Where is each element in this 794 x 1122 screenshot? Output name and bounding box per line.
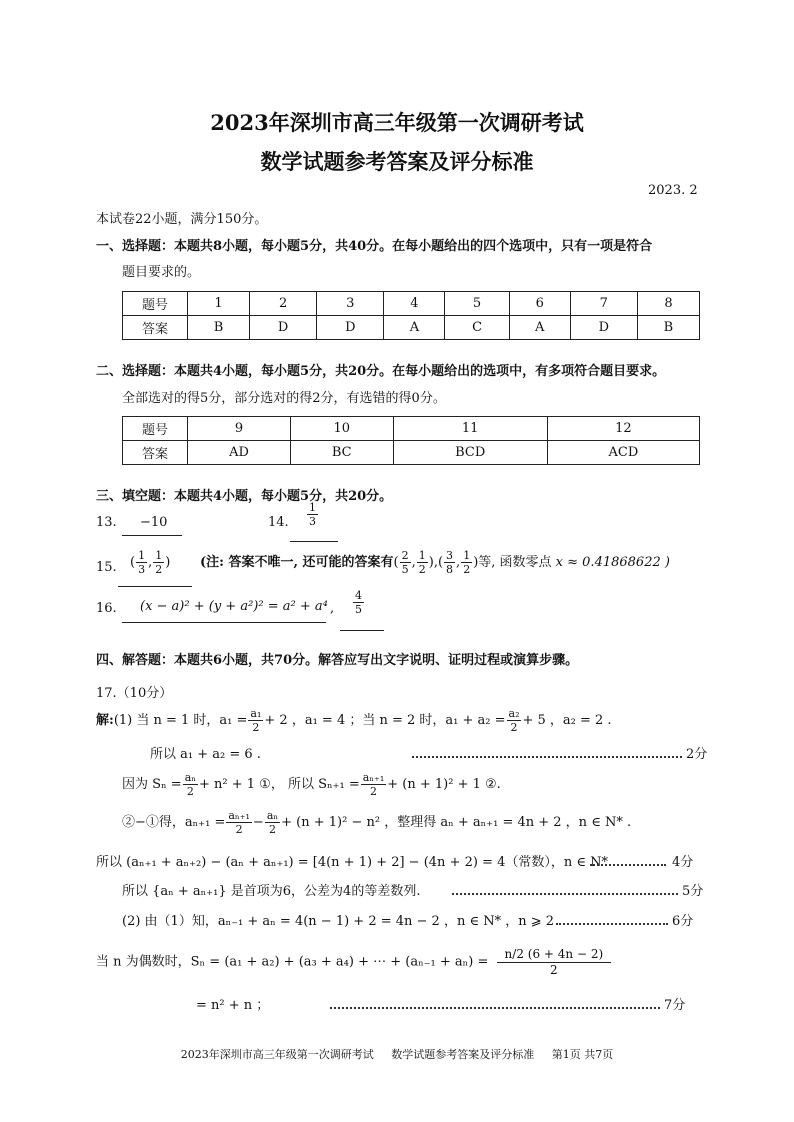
fraction-denominator: 5 [355,603,362,616]
math-text: 当 n 为偶数时，Sₙ = (a₁ + a₂) + (a₃ + a₄) + ⋯ + (aₙ₋₁ + aₙ) = [96,954,489,970]
fraction-numerator: 1 [463,549,471,562]
table-row [123,316,700,340]
fraction-denominator: 2 [550,963,558,977]
note-zero: x ≈ 0.41868622 ) [555,555,670,570]
q15-label: 15. [96,560,117,575]
table-cell: 9 [188,417,291,441]
solution-line8 [96,948,612,976]
fraction-denominator: 2 [370,785,377,798]
fraction-denominator: 2 [252,721,260,734]
math-text: + n² + 1 ①， 所以 Sₙ₊₁ = [199,777,360,792]
table-cell: 7 [570,292,637,316]
table-cell: 3 [317,292,384,316]
answer-underline [118,586,192,587]
q16-answer: (x − a)² + (y + a²)² = a² + a⁴ [140,599,328,614]
table-row [123,417,700,441]
footer-page: 第1页 共7页 [551,1048,614,1061]
solution-line1 [96,708,612,733]
math-text: + (n + 1)² + 1 ②. [387,777,501,792]
fraction-numerator: 4 [355,589,362,602]
table-cell: B [188,316,250,340]
table-cell: 12 [547,417,699,441]
footer-mid: 数学试题参考答案及评分标准 [391,1048,535,1061]
fraction-denominator: 2 [268,823,276,836]
math-text: + 2 ，a₁ = 4 ；当 n = 2 时，a₁ + a₂ = [264,713,506,728]
score-7: 7分 [664,998,686,1013]
table-cell: D [317,316,384,340]
q13-answer: −10 [140,515,168,530]
table-cell: A [509,316,570,340]
fraction-denominator: 2 [155,563,163,576]
section1-answer-table [122,291,700,340]
fraction-numerator: n/2 (6 + 4n − 2) [497,948,612,963]
table-cell: 6 [509,292,570,316]
intro-text: 本试卷22小题，满分150分。 [96,212,268,227]
table-cell: 1 [188,292,250,316]
table-cell: BC [290,441,393,465]
fraction-denominator: 5 [401,563,409,576]
q16-comma: , [330,601,335,616]
fraction-denominator: 2 [186,785,194,798]
math-text: 因为 Sₙ = [122,777,182,792]
math-text: − [252,815,264,830]
section1-line1: 一、选择题：本题共8小题，每小题5分，共40分。在每小题给出的四个选项中，只有一项是符合 [96,239,653,254]
q17-label: 17.（10分） [96,686,173,701]
table-cell: 答案 [123,441,188,465]
fraction-denominator: 2 [463,563,471,576]
fraction-denominator: 2 [418,563,426,576]
table-row [123,441,700,465]
table-row [123,292,700,316]
table-cell: B [637,316,699,340]
fraction-denominator: 2 [510,721,518,734]
solution-line5: 所以 (aₙ₊₁ + aₙ₊₂) − (aₙ + aₙ₊₁) = [4(n + 1) + 2] − (4n + 2) = 4（常数），n ∈ N* . [96,855,617,870]
solution-line6: 所以 {aₙ + aₙ₊₁} 是首项为6，公差为4的等差数列. [122,884,421,899]
score-5: 5分 [682,884,704,899]
doc-subtitle: 数学试题参考答案及评分标准 [260,149,534,174]
score-2: 2分 [686,747,708,762]
score-leader [452,893,678,895]
doc-title: 2023年深圳市高三年级第一次调研考试 [210,110,584,135]
solution-label: 解: [96,713,114,728]
table-cell: D [250,316,317,340]
math-text: (1) 当 n = 1 时，a₁ = [113,713,248,728]
score-leader [590,864,666,866]
fraction-numerator: 1 [309,501,316,514]
q15-note: (注: 答案不唯一, 还可能的答案有( $\frac{2}{5}$ , $\frac{1}{2}$ ),( $\frac{3}{8}$ , $\frac{1}{2}$ )等, 函数零点 x ≈ 0.41868622 ) [200,549,670,576]
solution-line9: = n² + n ； [196,998,270,1013]
q15-answer: ( $\frac{1}{3}$ , $\frac{1}{2}$ ) [130,549,171,576]
math-text: + (n + 1)² − n² ，整理得 aₙ + aₙ₊₁ = 4n + 2 ，n ∈ N* . [281,815,632,830]
q14-label: 14. [268,515,289,530]
section3-heading: 三、填空题：本题共4小题，每小题5分，共20分。 [96,489,393,504]
section1-line2: 题目要求的。 [122,265,201,280]
fraction-numerator: 1 [155,549,163,562]
table-cell: 11 [393,417,547,441]
fraction-numerator: a₂ [508,707,520,720]
table-cell: 8 [637,292,699,316]
fraction-numerator: aₙ [184,771,197,784]
table-cell: A [384,316,445,340]
math-text: ②−①得，aₙ₊₁ = [122,815,226,830]
score-4: 4分 [672,855,694,870]
section1-heading [96,235,652,254]
table-cell: AD [188,441,291,465]
page-footer [0,1046,794,1062]
table-cell: 5 [445,292,509,316]
doc-date: 2023. 2 [648,183,698,198]
note-text: 等, 函数零点 [478,555,552,570]
answer-underline [290,541,338,542]
q16-label: 16. [96,601,117,616]
fraction-denominator: 3 [138,563,146,576]
section2-line1: 二、选择题：本题共4小题，每小题5分，共20分。在每小题给出的选项中，有多项符合题目要求。 [96,364,666,379]
fraction-numerator: aₙ₊₁ [228,809,250,822]
fraction-numerator: a₁ [250,707,262,720]
table-cell: 题号 [123,417,188,441]
fraction-denominator: 8 [446,563,454,576]
solution-line4 [122,810,631,835]
footer-left: 2023年深圳市高三年级第一次调研考试 [180,1048,374,1061]
solution-line7: (2) 由（1）知，aₙ₋₁ + aₙ = 4(n − 1) + 2 = 4n − 2 ，n ∈ N* ，n ⩾ 2 . [122,914,563,929]
answer-underline [122,622,326,623]
fraction-denominator: 2 [235,823,243,836]
solution-line2: 所以 a₁ + a₂ = 6 . [150,747,261,762]
table-cell: 题号 [123,292,188,316]
table-cell: 4 [384,292,445,316]
table-cell: ACD [547,441,699,465]
table-cell: 2 [250,292,317,316]
q13-label: 13. [96,515,117,530]
table-cell: BCD [393,441,547,465]
answer-underline [122,535,182,536]
note-text: , [456,555,461,570]
section4-heading: 四、解答题：本题共6小题，共70分。解答应写出文字说明、证明过程或演算步骤。 [96,653,579,668]
note-text: , [411,555,416,570]
fraction-denominator: 3 [309,515,316,528]
solution-line3 [122,772,501,797]
score-leader [330,1007,660,1009]
note-text: , [433,555,438,570]
math-text: + 5 ，a₂ = 2 . [522,713,612,728]
fraction-numerator: aₙ₊₁ [362,771,385,784]
q16-answer2 [352,590,365,615]
table-cell: 答案 [123,316,188,340]
table-cell: 10 [290,417,393,441]
score-leader [412,756,682,758]
fraction-numerator: 1 [138,549,146,562]
section2-line2: 全部选对的得5分，部分选对的得2分，有选错的得0分。 [122,391,446,406]
fraction-numerator: 1 [418,549,426,562]
fraction-numerator: 2 [401,549,409,562]
section2-answer-table [122,416,700,465]
note-text: (注: 答案不唯一, 还可能的答案有 [200,555,394,570]
answer-underline [340,630,384,631]
q14-answer [306,502,319,527]
score-leader [556,923,668,925]
fraction-numerator: 3 [446,549,454,562]
score-6: 6分 [672,914,694,929]
table-cell: D [570,316,637,340]
fraction-numerator: aₙ [266,809,279,822]
table-cell: C [445,316,509,340]
